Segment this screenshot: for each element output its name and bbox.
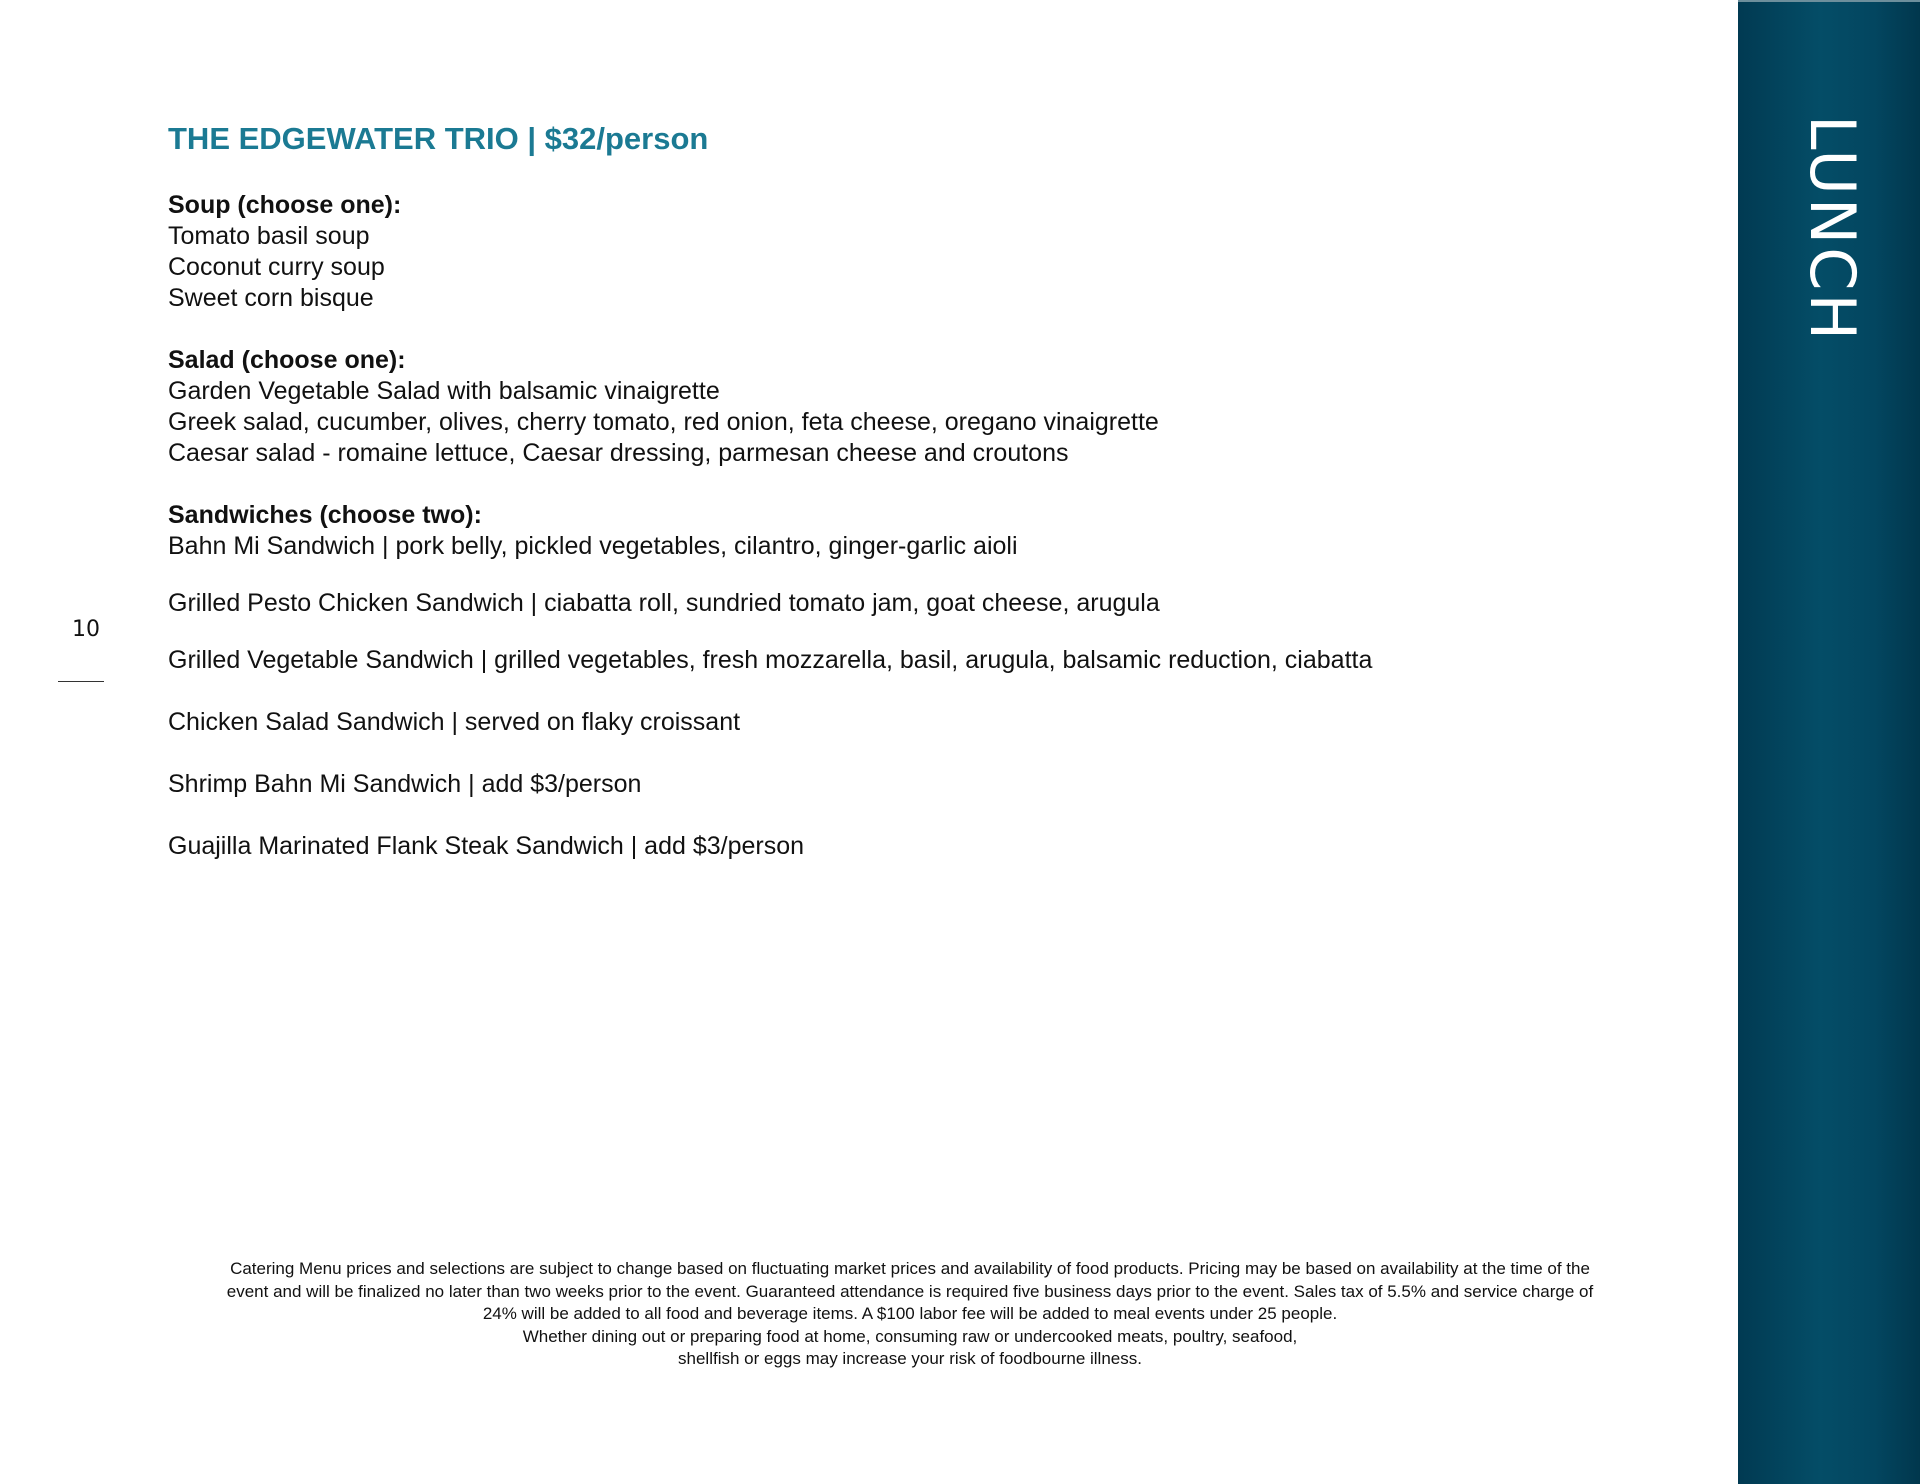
section-side-tab xyxy=(1738,0,1920,1484)
salad-section xyxy=(168,345,1698,469)
menu-content xyxy=(168,118,1698,893)
side-tab-edge xyxy=(1738,0,1920,2)
disclaimer-line: event and will be finalized no later than two weeks prior to the event. Guaranteed attendance is required five business days prior to the event. Sales tax of 5.5% and service charge of xyxy=(226,1281,1594,1301)
disclaimer-line: 24% will be added to all food and beverage items. A $100 labor fee will be added to meal events under 25 people. xyxy=(482,1304,1338,1323)
soup-heading: Soup (choose one): xyxy=(168,191,402,219)
disclaimer-line: Whether dining out or preparing food at home, consuming raw or undercooked meats, poultry, seafood, xyxy=(522,1326,1298,1346)
sandwiches-heading: Sandwiches (choose two): xyxy=(168,501,482,529)
salad-item: Caesar salad - romaine lettuce, Caesar dressing, parmesan cheese and croutons xyxy=(168,439,1069,467)
salad-item: Garden Vegetable Salad with balsamic vinaigrette xyxy=(168,377,720,405)
sandwiches-section xyxy=(168,500,1698,862)
soup-section xyxy=(168,190,1698,314)
catering-disclaimer xyxy=(180,1258,1640,1371)
salad-heading: Salad (choose one): xyxy=(168,346,406,374)
soup-item: Tomato basil soup xyxy=(168,222,370,250)
soup-item: Coconut curry soup xyxy=(168,253,385,281)
menu-title: THE EDGEWATER TRIO | $32/person xyxy=(168,121,709,156)
sandwich-item: Grilled Vegetable Sandwich | grilled vegetables, fresh mozzarella, basil, arugula, balsamic reduction, ciabatta xyxy=(168,646,1373,674)
side-tab-label: LUNCH xyxy=(1796,115,1869,344)
sandwich-item: Shrimp Bahn Mi Sandwich | add $3/person xyxy=(168,770,642,798)
disclaimer-line: shellfish or eggs may increase your risk of foodbourne illness. xyxy=(678,1349,1142,1368)
sandwich-item: Guajilla Marinated Flank Steak Sandwich | add $3/person xyxy=(168,832,805,860)
page-number: 10 xyxy=(72,617,100,642)
sandwich-item: Grilled Pesto Chicken Sandwich | ciabatta roll, sundried tomato jam, goat cheese, arugula xyxy=(168,589,1160,617)
sandwich-item: Chicken Salad Sandwich | served on flaky croissant xyxy=(168,708,741,736)
salad-item: Greek salad, cucumber, olives, cherry tomato, red onion, feta cheese, oregano vinaigrette xyxy=(168,408,1159,436)
soup-item: Sweet corn bisque xyxy=(168,284,374,312)
page-number-divider xyxy=(58,681,104,682)
disclaimer-line: Catering Menu prices and selections are subject to change based on fluctuating market prices and availability of food products. Pricing may be based on availability at the time of the xyxy=(230,1259,1590,1278)
sandwich-item: Bahn Mi Sandwich | pork belly, pickled vegetables, cilantro, ginger-garlic aioli xyxy=(168,532,1018,560)
